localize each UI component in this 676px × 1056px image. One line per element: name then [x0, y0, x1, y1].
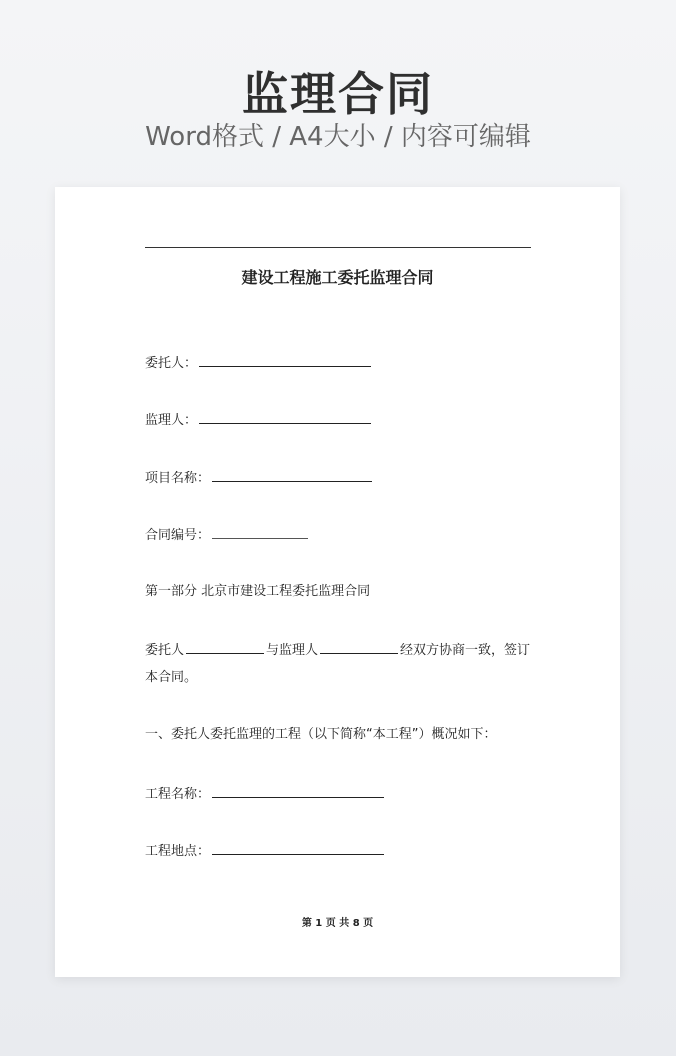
supervisor-name-blank[interactable]	[320, 639, 398, 654]
page-number: 第 1 页 共 8 页	[301, 918, 374, 929]
work-location-label: 工程地点：	[145, 844, 211, 859]
client-label: 委托人：	[145, 356, 198, 371]
work-name-label: 工程名称：	[145, 787, 211, 802]
agreement-line-1	[145, 639, 530, 661]
contract-no-blank[interactable]	[212, 524, 308, 539]
section-1-heading: 一、委托人委托监理的工程（以下简称“本工程”）概况如下：	[145, 727, 497, 742]
agreement-line-2: 本合同。	[145, 670, 198, 685]
banner-subtitle: Word格式 / A4大小 / 内容可编辑	[145, 122, 531, 152]
part-heading: 第一部分 北京市建设工程委托监理合同	[145, 584, 371, 599]
supervisor-label: 监理人：	[145, 413, 198, 428]
document-title: 建设工程施工委托监理合同	[241, 268, 434, 287]
header-rule	[145, 247, 531, 248]
agreement-text-2: 与监理人	[266, 643, 319, 658]
work-name-blank[interactable]	[212, 783, 384, 798]
client-field	[145, 352, 371, 374]
work-name-field	[145, 783, 384, 805]
project-name-blank[interactable]	[212, 467, 372, 482]
work-location-field	[145, 840, 384, 862]
document-page	[55, 187, 620, 977]
project-name-label: 项目名称：	[145, 471, 211, 486]
agreement-text-3: 经双方协商一致，签订	[400, 643, 531, 658]
client-blank[interactable]	[199, 352, 371, 367]
supervisor-blank[interactable]	[199, 409, 371, 424]
agreement-text-1: 委托人	[145, 643, 185, 658]
client-name-blank[interactable]	[186, 639, 264, 654]
contract-no-label: 合同编号：	[145, 528, 211, 543]
contract-no-field	[145, 524, 308, 546]
banner-title: 监理合同	[242, 67, 434, 121]
project-name-field	[145, 467, 372, 489]
supervisor-field	[145, 409, 371, 431]
work-location-blank[interactable]	[212, 840, 384, 855]
